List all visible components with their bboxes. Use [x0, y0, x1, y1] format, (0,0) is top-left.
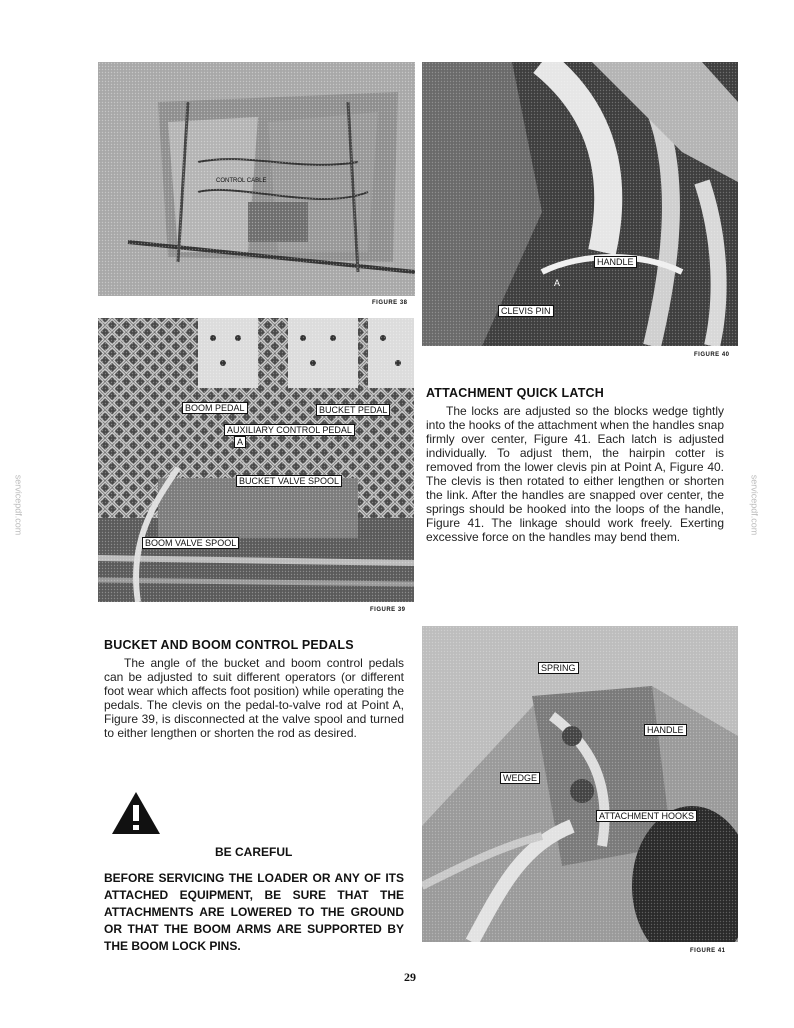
- fig39-label-point-a: A: [234, 436, 246, 448]
- figure-40-photo: [422, 62, 738, 346]
- bucket-boom-pedals-text: [104, 656, 404, 740]
- fig40-label-clevis-pin: CLEVIS PIN: [498, 305, 554, 317]
- fig39-label-bucket-valve-spool: BUCKET VALVE SPOOL: [236, 475, 342, 487]
- figure-41-caption: FIGURE 41: [690, 948, 726, 954]
- fig39-label-bucket-pedal: BUCKET PEDAL: [316, 404, 390, 416]
- warning-triangle-icon: [110, 790, 162, 836]
- bucket-boom-pedals-paragraph: The angle of the bucket and boom control pedals can be adjusted to suit different operators (or different foot wear which affects foot position) while operating the pedals. The clevis on the pedal-to-valve rod at Point A, Figure 39, is disconnected at the valve spool and turned to either lengthen or shorten the rod as desired.: [104, 656, 404, 740]
- watermark-left: servicepdf.com: [13, 474, 24, 536]
- warning-text: BEFORE SERVICING THE LOADER OR ANY OF ITS ATTACHED EQUIPMENT, BE SURE THAT THE ATTACHMENTS ARE LOWERED TO THE GROUND OR THAT THE BOOM ARMS ARE SUPPORTED BY THE BOOM LOCK PINS.: [104, 871, 404, 953]
- fig41-label-attachment-hooks: ATTACHMENT HOOKS: [596, 810, 697, 822]
- bucket-boom-pedals-heading: BUCKET AND BOOM CONTROL PEDALS: [104, 638, 354, 652]
- figure-39-photo: [98, 318, 414, 602]
- fig40-label-handle: HANDLE: [594, 256, 637, 268]
- page-number: 29: [404, 970, 416, 984]
- figure-40-caption: FIGURE 40: [694, 352, 730, 358]
- attachment-quick-latch-paragraph: The locks are adjusted so the blocks wedge tightly into the hooks of the attachment when the handles snap firmly over center, Figure 41. Each latch is adjusted individually. To adjust them, the hairpin cotter is removed from the lower clevis pin at Point A, Figure 40. The clevis is then rotated to either lengthen or shorten the link. After the handles are snapped over center, the springs should be hooked into the loops of the handle, Figure 41. The linkage should work freely. Exerting excessive force on the handles may bend them.: [426, 404, 724, 544]
- figure-39-caption: FIGURE 39: [370, 607, 406, 613]
- fig41-label-spring: SPRING: [538, 662, 579, 674]
- figure-38-caption: FIGURE 38: [372, 300, 408, 306]
- watermark-right: servicepdf.com: [749, 474, 760, 536]
- fig39-label-boom-pedal: BOOM PEDAL: [182, 402, 248, 414]
- figure-41-photo: [422, 626, 738, 942]
- figure-38-photo: [98, 62, 415, 296]
- warning-title: BE CAREFUL: [215, 845, 293, 859]
- fig40-label-point-a: A: [554, 278, 561, 288]
- fig39-label-aux-pedal: AUXILIARY CONTROL PEDAL: [224, 424, 355, 436]
- attachment-quick-latch-heading: ATTACHMENT QUICK LATCH: [426, 386, 604, 400]
- attachment-quick-latch-text: [426, 404, 724, 544]
- fig38-label-control-cable: CONTROL CABLE: [216, 178, 267, 184]
- fig39-label-boom-valve-spool: BOOM VALVE SPOOL: [142, 537, 239, 549]
- fig41-label-wedge: WEDGE: [500, 772, 540, 784]
- fig41-label-handle: HANDLE: [644, 724, 687, 736]
